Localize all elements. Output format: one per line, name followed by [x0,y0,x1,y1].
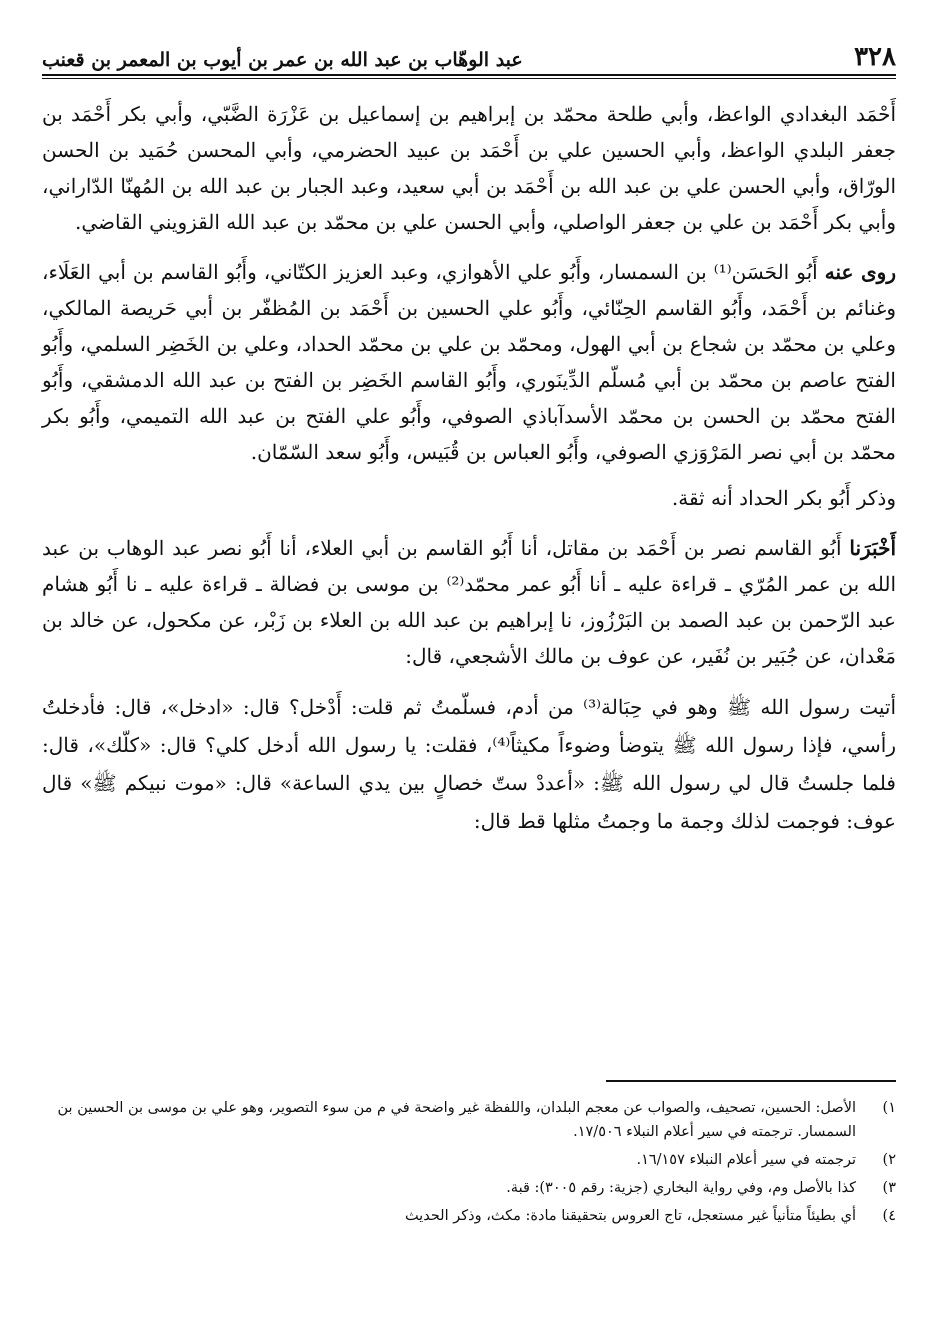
paragraph-hadith: أتيت رسول الله ﷺ وهو في حِبَالة⁽³⁾ من أدم، فسلّمتُ ثم قلت: أَدْخل؟ قال: «ادخل»، قال: فأدخلتُ رأسي، فإذا رسول الله ﷺ يتوضأ وضوءاً مكيثاً⁽⁴⁾، فقلت: يا رسول الله أدخل كلي؟ قال: «كلّك»، قال: فلما جلستُ قال لي رسول الله ﷺ: «أعددْ ستّ خصالٍ بين يدي الساعة» قال: «موت نبيكم ﷺ» قال عوف: فوجمت لذلك وجمة ما وجمتُ مثلها قط قال: [42,695,896,833]
footnote [40,1096,896,1144]
footnote-text: الأصل: الحسين، تصحيف، والصواب عن معجم البلدان، واللفظة غير واضحة في م من سوء التصوير، وهو علي بن موسى بن الحسين بن السمسار. ترجمته في سير أعلام النبلاء ١٧/٥٠٦. [57,1100,856,1140]
footnote-number: ١) [882,1100,896,1116]
footnote-separator [606,1080,896,1082]
paragraph-isnad-text: أَبُو القاسم نصر بن أَحْمَد بن مقاتل، أنا أَبُو القاسم بن أبي العلاء، أنا أَبُو نصر عبد الوهاب بن عبد الله بن عمر المُرّي ـ قراءة عليه ـ أنا أَبُو عمر محمّد⁽²⁾ بن موسى بن فضالة ـ قراءة عليه ـ نا أَبُو هشام عبد الرّحمن بن عبد الصمد بن البَرْزُوز، نا إبراهيم بن عبد الله بن العلاء بن زَبْر، عن مكحول، عن خالد بن مَعْدان، عن جُبَير بن نُفَير، عن عوف بن مالك الأشجعي، قال: [42,536,896,668]
paragraph-reliability: وذكر أَبُو بكر الحداد أنه ثقة. [671,486,896,510]
paragraph-narrators-text: أَبُو الحَسَن⁽¹⁾ بن السمسار، وأَبُو علي الأهوازي، وعبد العزيز الكتّاني، وأَبُو القاسم بن أبي العَلَاء، وغنائم بن أَحْمَد، وأَبُو القاسم الحِنّائي، وأَبُو علي الحسين بن أَحْمَد بن المُظفّر بن أبي حَريصة المالكي، وعلي بن محمّد بن شجاع بن أبي الهول، ومحمّد بن علي بن محمّد الحداد، وعلي بن الخَضِر السلمي، وأَبُو الفتح عاصم بن محمّد بن أبي مُسلّم الدِّينَوري، وأَبُو القاسم الخَضِر بن الفتح بن عبد الله الدمشقي، وأَبُو الفتح محمّد بن الحسن بن محمّد الأسدآباذي الصوفي، وأَبُو علي الفتح بن عبد الله التميمي، وأَبُو بكر محمّد بن أبي نصر المَرْوَزي الصوفي، وأَبُو العباس بن قُبَيس، وأَبُو سعد السّمّان. [42,260,896,464]
running-title: عبد الوهّاب بن عبد الله بن عمر بن أيوب بن المعمر بن قعنب [42,49,523,71]
footnote [40,1176,896,1200]
footnote-text: ترجمته في سير أعلام النبلاء ١٦/١٥٧. [636,1152,856,1168]
page-number: ٣٢٨ [854,42,896,72]
paragraph-lead-akhbarana: أَخْبَرَنا [849,536,896,560]
paragraph-teachers: أَحْمَد البغدادي الواعظ، وأبي طلحة محمّد بن إبراهيم بن إسماعيل بن عَزْرَة الضَّبّي، وأبي بكر أَحْمَد بن جعفر البلدي الواعظ، وأبي الحسين علي بن أَحْمَد بن عبيد الحضرمي، وأبي المحسن حُمَيد بن الحسن الورّاق، وأبي الحسن علي بن عبد الله بن أَحْمَد بن أبي سعيد، وعبد الجبار بن عبد الله بن المُهنّا الدّاراني، وأبي بكر أَحْمَد بن علي بن جعفر الواصلي، وأبي الحسن علي بن محمّد بن عبد الله القزويني القاضي. [42,102,896,234]
footnote-number: ٤) [882,1208,896,1224]
footnote [40,1204,896,1228]
footnotes [40,1096,896,1232]
footnote-number: ٢) [882,1152,896,1168]
footnote-text: كذا بالأصل وم، وفي رواية البخاري (جزية: رقم ٣٠٠٥): قبة. [506,1180,856,1196]
paragraph-narrators [42,254,896,470]
main-text [42,96,896,850]
footnote [40,1148,896,1172]
paragraph-isnad [42,530,896,674]
paragraph-lead-riwaya: روى عنه [824,260,896,284]
footnote-text: أي بطيئاً متأنياً غير مستعجل، تاج العروس بتحقيقنا مادة: مكث، وذكر الحديث [404,1208,856,1224]
page-header [42,30,896,70]
header-rule [42,74,896,79]
footnote-number: ٣) [882,1180,896,1196]
